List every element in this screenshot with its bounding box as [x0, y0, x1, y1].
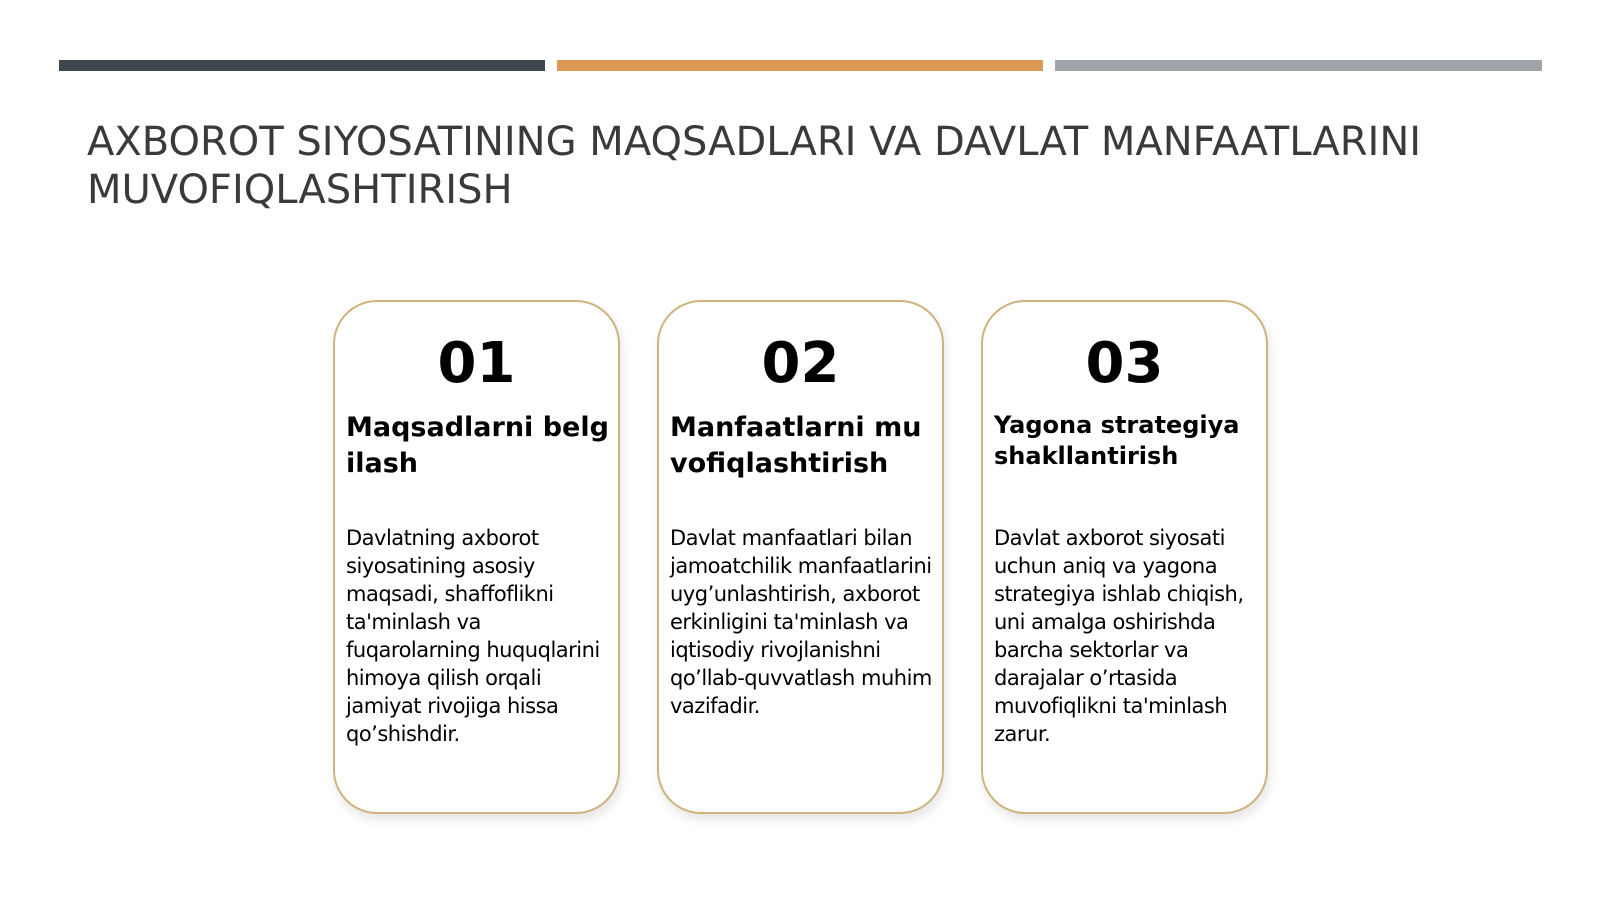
- accent-bar-orange: [557, 60, 1043, 71]
- card-body: Davlat axborot siyosati uchun aniq va yagona strategiya ishlab chiqish, uni amalga oshirishda barcha sektorlar va darajalar o’rtasida muvofiqlikni ta'minlash zarur.: [994, 526, 1244, 746]
- card-01: [333, 300, 620, 814]
- card-body: Davlat manfaatlari bilan jamoatchilik manfaatlarini uyg’unlashtirish, axborot erkinligini ta'minlash va iqtisodiy rivojlanishni qo’llab-quvvatlash muhim vazifadir.: [670, 526, 932, 718]
- card-number: 02: [761, 331, 840, 396]
- card-body: Davlatning axborot siyosatining asosiy maqsadi, shaffoflikni ta'minlash va fuqarolarning huquqlarini himoya qilish orqali jamiyat rivojiga hissa qo’shishdir.: [346, 526, 600, 746]
- card-heading: Manfaatlarni muvofiqlashtirish: [670, 412, 922, 479]
- accent-bar-gray: [1055, 60, 1542, 71]
- card-02: [657, 300, 944, 814]
- slide-title-line-2: MUVOFIQLASHTIRISH: [87, 167, 513, 213]
- accent-bar-dark: [59, 60, 545, 71]
- card-heading: Yagona strategiya shakllantirish: [994, 411, 1240, 470]
- slide-title-line-1: AXBOROT SIYOSATINING MAQSADLARI VA DAVLAT MANFAATLARINI: [87, 119, 1422, 165]
- card-number: 01: [437, 331, 516, 396]
- card-number: 03: [1085, 331, 1164, 396]
- slide-title: [87, 118, 1547, 214]
- card-heading: Maqsadlarni belgilash: [346, 412, 609, 479]
- card-03: [981, 300, 1268, 814]
